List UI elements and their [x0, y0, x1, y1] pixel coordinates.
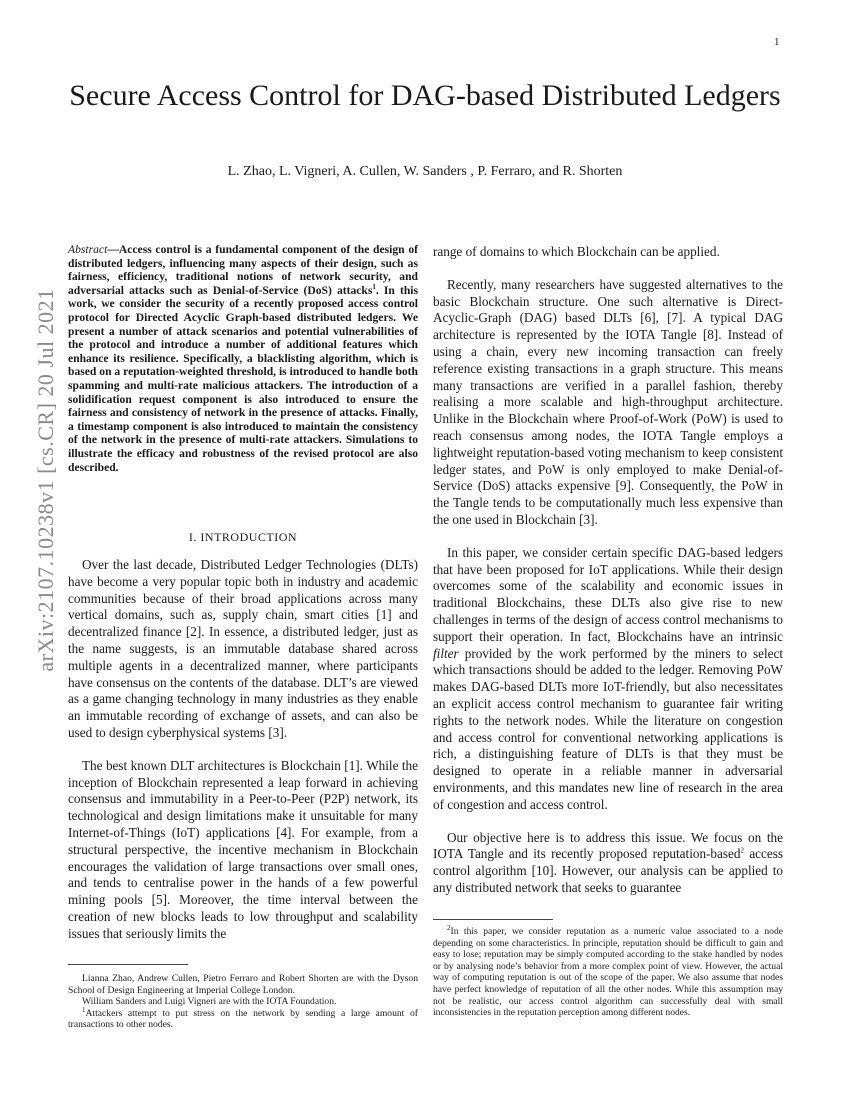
abstract-text-part-2: . In this work, we consider the security of a recently proposed access control protocol for Directed Acyclic Graph-based distributed ledgers. We present a number of attack scenarios and potential vulnerabilities of the protocol and introduce a number of additional features which enhance its resilience. Specifically, a blacklisting algorithm, which is based on a reputation-weighted threshold, is introduced to handle both spamming and multi-rate malicious attackers. The introduction of a solidification request component is also introduced to ensure the fairness and consistency of network in the presence of attacks. Finally, a timestamp component is also introduced to maintain the consistency of the network in the presence of multi-rate attackers. Simulations to illustrate the efficacy and robustness of the revised protocol are also described.	[68, 283, 418, 474]
intro-paragraph-2: The best known DLT architectures is Blockchain [1]. While the inception of Blockchain represented a leap forward in achieving consensus and immutability in a Peer-to-Peer (P2P) network, its technological and design limitations make it unsuitable for many Internet-of-Things (IoT) applications [4]. For example, from a structural perspective, the incentive mechanism in Blockchain encourages the validation of large transactions over small ones, and tends to centralise power in the hands of a few powerful mining pools [5]. Moreover, the time interval between the creation of new blocks leads to low throughput and scalability issues that seriously limits the	[68, 757, 418, 941]
continuation-paragraph: range of domains to which Blockchain can be applied.	[433, 244, 720, 259]
intro-paragraph-4-part-1: In this paper, we consider certain specific DAG-based ledgers that have been proposed for IoT applications. While their design overcomes some of the scalability and economic issues in traditional Blockchains, these DLTs also give rise to new challenges in terms of the design of access control mechanisms to support their operation. In fact, Blockchains have an intrinsic	[433, 544, 783, 644]
intro-paragraph-4	[433, 545, 783, 814]
footnote-2	[433, 923, 783, 1019]
emphasis-filter: filter	[433, 645, 459, 661]
section-heading-introduction: I. INTRODUCTION	[188, 530, 298, 544]
intro-paragraph-5-part-1: Our objective here is to address this issue. We focus on the IOTA Tangle and its recently proposed reputation-based	[433, 829, 783, 862]
footnote-1	[68, 1005, 418, 1031]
footnote-2-mark: 2	[447, 923, 451, 932]
left-footnotes	[68, 973, 418, 1031]
intro-paragraph-5-part-2: access control algorithm [10]. However, our analysis can be applied to any distributed network that seeks to guarantee	[433, 846, 783, 895]
paper-title: Secure Access Control for DAG-based Distributed Ledgers	[69, 79, 781, 112]
footnote-rule	[68, 964, 188, 965]
footnote-1-text: Attackers attempt to put stress on the network by sending a large amount of transactions to other nodes.	[68, 1007, 418, 1031]
arxiv-identifier: arXiv:2107.10238v1 [cs.CR] 20 Jul 2021	[33, 288, 58, 672]
footnote-2-text: In this paper, we consider reputation as a numeric value associated to a node depending on some characteristics. In principle, reputation should be difficult to gain and easy to lose; reputation may be simply computed according to the stake handled by nodes or by analysing node’s behavior from a more complex point of view. However, the actual way of computing reputation is out of the scope of the paper. We also assume that nodes have perfect knowledge of reputation of all the other nodes. While this assumption may not be realistic, our access control algorithm can successfully deal with small inconsistencies in the reputation perception among different nodes.	[433, 926, 783, 1019]
abstract	[68, 243, 418, 474]
right-footnotes	[433, 923, 783, 1019]
intro-paragraph-3: Recently, many researchers have suggested alternatives to the basic Blockchain structure. One such alternative is Direct-Acyclic-Graph (DAG) based DLTs [6], [7]. A typical DAG architecture is represented by the IOTA Tangle [8]. Instead of using a chain, every new incoming transaction can freely reference existing transactions in a graph structure. This means many transactions are verified in a parallel fashion, thereby realising a more scalable and high-throughput architecture. Unlike in the Blockchain where Proof-of-Work (PoW) is used to reach consensus among nodes, the IOTA Tangle employs a lightweight reputation-based voting mechanism to keep consistent ledger states, and PoW is only employed to make Denial-of-Service (DoS) attacks expensive [9]. Consequently, the PoW in the Tangle tends to be computationally much less expensive than the one used in Blockchain [3].	[433, 276, 783, 527]
intro-paragraph-1: Over the last decade, Distributed Ledger Technologies (DLTs) have become a very popular topic both in industry and academic communities because of their broad applications across many vertical domains, such as, supply chain, smart cities [1] and decentralized finance [2]. In essence, a distributed ledger, just as the name suggests, is an immutable database shared across multiple agents in a decentralized manner, where participants have consensus on the contents of the database. DLT’s are viewed as a game changing technology in many industries as they enable an immutable recording of exchange of assets, and can also be used to design cyberphysical systems [3].	[68, 557, 418, 740]
affiliation-note-2: William Sanders and Luigi Vigneri are with the IOTA Foundation.	[82, 996, 337, 1008]
footnote-1-mark: 1	[82, 1005, 86, 1014]
intro-paragraph-4-part-2: provided by the work performed by the miners to select which transactions should be added to the ledger. Removing PoW makes DAG-based DLTs more IoT-friendly, but also necessitates an explicit access control mechanism to guarantee fair writing rights to the network nodes. While the literature on congestion and access control for conventional networking applications is rich, a distinguishing feature of DLTs is that they must be designed to operate in a reliable manner in adversarial environments, and this mandates new line of research in the area of congestion and access control.	[433, 645, 783, 812]
author-list: L. Zhao, L. Vigneri, A. Cullen, W. Sanders , P. Ferraro, and R. Shorten	[227, 164, 623, 179]
left-column-body	[68, 557, 418, 943]
affiliation-note-1: Lianna Zhao, Andrew Cullen, Pietro Ferraro and Robert Shorten are with the Dyson School of Design Engineering at Imperial College London.	[68, 973, 418, 996]
page-number: 1	[774, 36, 780, 48]
footnote-1-marker: 1	[372, 282, 376, 291]
footnote-rule-right	[433, 919, 553, 920]
abstract-label: Abstract	[68, 243, 108, 256]
intro-paragraph-5	[433, 830, 783, 897]
footnote-2-marker: 2	[740, 846, 744, 855]
right-column-body	[433, 244, 783, 897]
abstract-text-part-1: —Access control is a fundamental component of the design of distributed ledgers, influencing many aspects of their design, such as fairness, efficiency, traditional notions of network security, and adversarial attacks such as Denial-of-Service (DoS) attacks	[68, 243, 418, 297]
